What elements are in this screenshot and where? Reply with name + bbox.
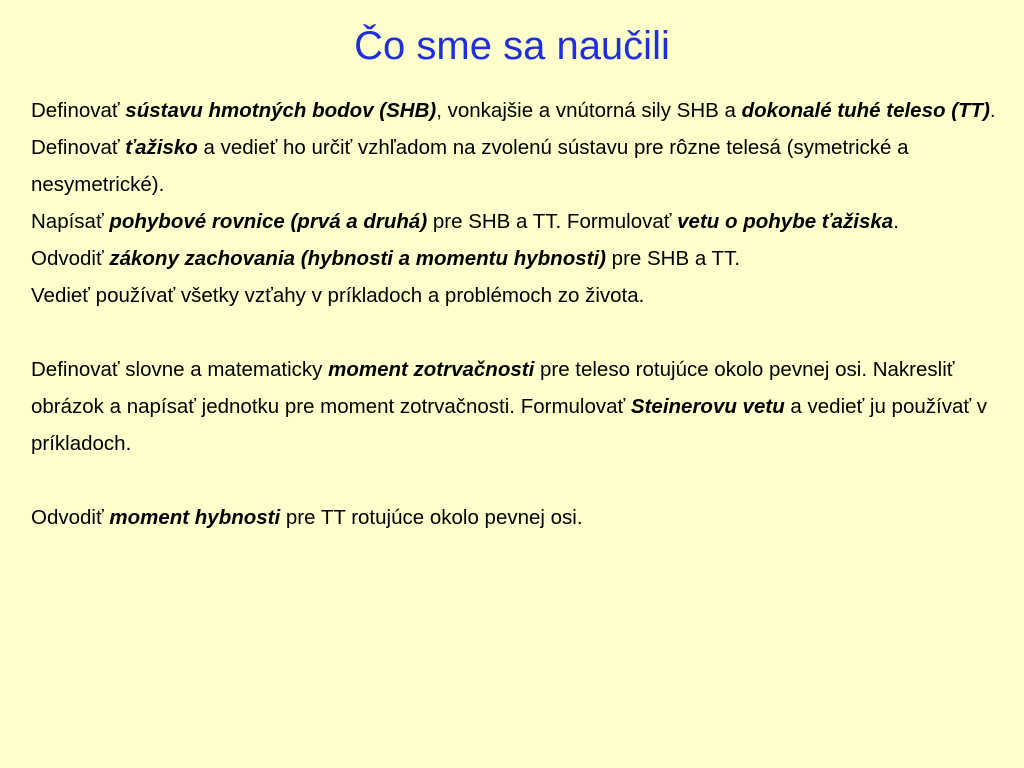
key-term: moment zotrvačnosti (328, 358, 535, 381)
slide-title: Čo sme sa naučili (354, 24, 670, 68)
paragraph-moment-of-inertia (31, 351, 1021, 462)
text-segment: Odvodiť (31, 506, 110, 529)
text-segment: pre SHB a TT. (605, 247, 741, 270)
text-segment: a vedieť ju používať v príkladoch. (31, 395, 987, 455)
text-segment: . (989, 99, 996, 122)
key-term: ťažisko (125, 136, 198, 159)
paragraph-shb-definition (31, 92, 1021, 129)
text-segment: . (893, 210, 899, 233)
paragraph-spacer (31, 314, 1021, 351)
text-segment: pre TT rotujúce okolo pevnej osi. (280, 506, 583, 529)
text-segment: , vonkajšie a vnútorná sily SHB a (436, 99, 742, 122)
key-term: dokonalé tuhé teleso (TT) (741, 99, 990, 122)
paragraph-equations-of-motion (31, 203, 1021, 240)
text-segment: Definovať (31, 136, 126, 159)
text-segment: pre SHB a TT. Formulovať (427, 210, 678, 233)
key-term: Steinerovu vetu (630, 395, 785, 418)
key-term: sústavu hmotných bodov (SHB) (125, 99, 437, 122)
text-segment: a vedieť ho určiť vzhľadom na zvolenú sústavu pre rôzne telesá (symetrické a nesymetrické). (31, 136, 909, 196)
paragraph-spacer (31, 462, 1021, 499)
text-segment: Vedieť používať všetky vzťahy v príkladoch a problémoch zo života. (31, 284, 645, 307)
text-segment: Napísať (31, 210, 110, 233)
paragraph-angular-momentum (31, 499, 1021, 536)
key-term: pohybové rovnice (prvá a druhá) (109, 210, 428, 233)
text-segment: Definovať (31, 99, 126, 122)
slide-body (31, 92, 1021, 536)
text-segment: pre teleso rotujúce okolo pevnej osi. Nakresliť obrázok a napísať jednotku pre moment zotrvačnosti. Formulovať (31, 358, 955, 418)
key-term: moment hybnosti (109, 506, 281, 529)
paragraph-center-of-mass (31, 129, 1021, 203)
key-term: zákony zachovania (hybnosti a momentu hybnosti) (109, 247, 606, 270)
text-segment: Definovať slovne a matematicky (31, 358, 329, 381)
paragraph-applications (31, 277, 1021, 314)
paragraph-conservation-laws (31, 240, 1021, 277)
text-segment: Odvodiť (31, 247, 110, 270)
key-term: vetu o pohybe ťažiska (677, 210, 894, 233)
